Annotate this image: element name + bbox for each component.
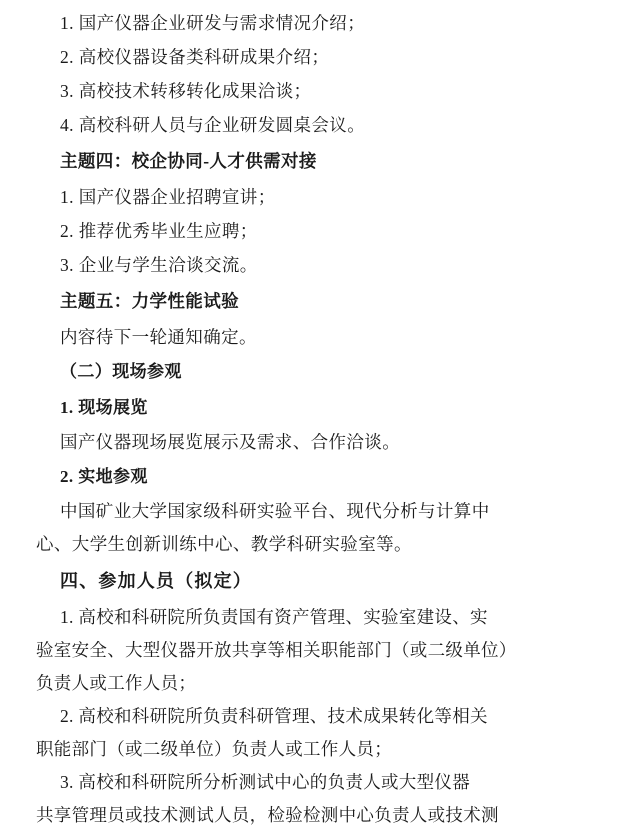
- subsection-two-text-line1: 中国矿业大学国家级科研实验平台、现代分析与计算中: [60, 501, 490, 521]
- list-item: 3. 高校技术转移转化成果洽谈；: [60, 81, 312, 101]
- list-item: 4. 高校科研人员与企业研发圆桌会议。: [60, 115, 366, 135]
- section-two-heading: （二）现场参观: [60, 362, 182, 381]
- participant-item-3-line1: 3. 高校和科研院所分析测试中心的负责人或大型仪器: [60, 772, 470, 792]
- list-item: 1. 国产仪器企业招聘宣讲；: [60, 187, 276, 207]
- topic-five-heading: 主题五：力学性能试验: [60, 291, 239, 311]
- list-item: 2. 高校仪器设备类科研成果介绍；: [60, 47, 330, 67]
- section-four-heading: 四、参加人员（拟定）: [60, 571, 252, 591]
- participant-item-2-line1: 2. 高校和科研院所负责科研管理、技术成果转化等相关: [60, 706, 488, 726]
- participant-item-1-line3: 负责人或工作人员；: [36, 673, 197, 693]
- participant-item-2-line2: 职能部门（或二级单位）负责人或工作人员；: [36, 739, 392, 759]
- list-item: 2. 推荐优秀毕业生应聘；: [60, 221, 258, 241]
- list-item: 3. 企业与学生洽谈交流。: [60, 255, 258, 275]
- participant-item-1-line2: 验室安全、大型仪器开放共享等相关职能部门（或二级单位）: [36, 640, 517, 660]
- participant-item-1-line1: 1. 高校和科研院所负责国有资产管理、实验室建设、实: [60, 607, 488, 627]
- subsection-one-text: 国产仪器现场展览展示及需求、合作洽谈。: [60, 432, 401, 452]
- subsection-two-heading: 2. 实地参观: [60, 467, 148, 486]
- subsection-two-text-line2: 心、大学生创新训练中心、教学科研实验室等。: [36, 534, 412, 554]
- topic-four-heading: 主题四：校企协同-人才供需对接: [60, 151, 317, 171]
- list-item: 1. 国产仪器企业研发与需求情况介绍；: [60, 13, 366, 33]
- subsection-one-heading: 1. 现场展览: [60, 398, 148, 417]
- topic-five-text: 内容待下一轮通知确定。: [60, 327, 257, 347]
- participant-item-3-line2: 共享管理员或技术测试人员，检验检测中心负责人或技术测: [36, 805, 499, 825]
